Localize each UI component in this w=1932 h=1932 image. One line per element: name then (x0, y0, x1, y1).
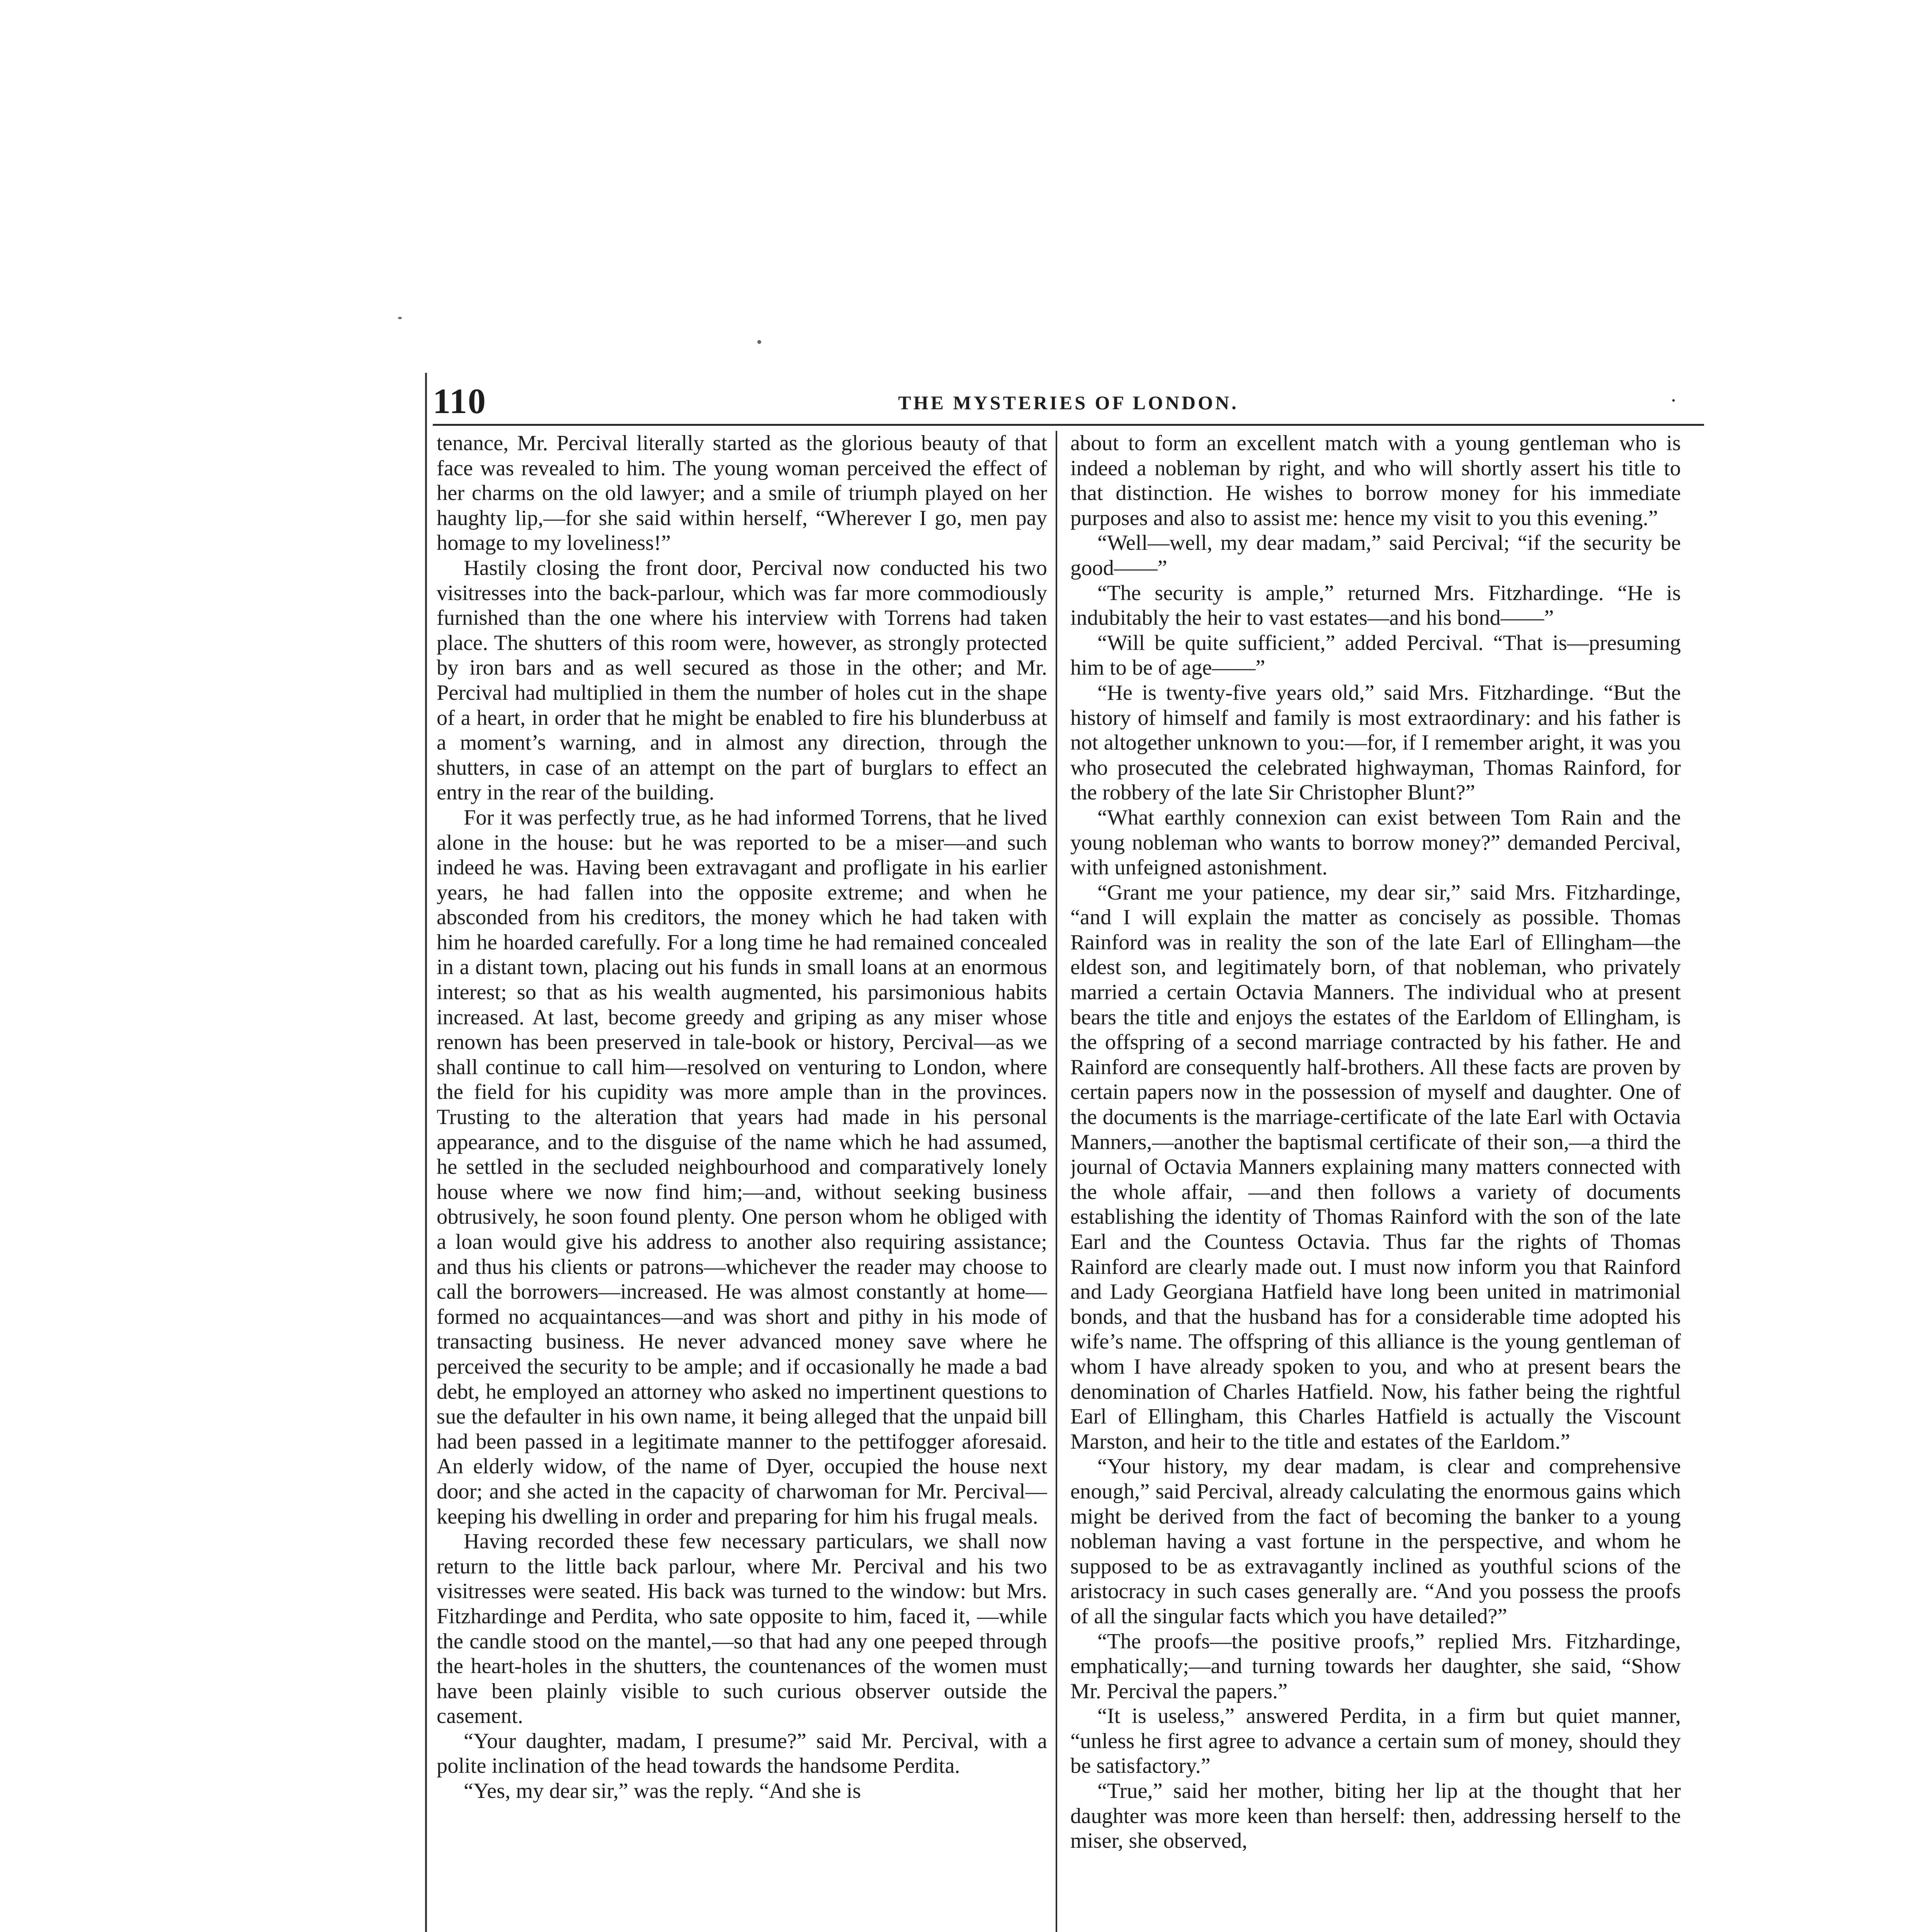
paragraph: “The proofs—the positive proofs,” replied Mrs. Fitzhardinge, emphatically;—and turning towards her daughter, she said, “Show Mr. Percival the papers.” (1070, 1629, 1681, 1703)
left-column (437, 431, 1047, 1932)
paragraph: “Your history, my dear madam, is clear and comprehensive enough,” said Percival, already calculating the enormous gains which might be derived from the fact of becoming the banker to a young nobleman having a vast fortune in the perspective, and whom he supposed to be as extravagantly inclined as youthful scions of the aristocracy in such cases generally are. “And you possess the proofs of all the singular facts which you have detailed?” (1070, 1454, 1681, 1628)
page-frame (433, 373, 1704, 1932)
running-title: THE MYSTERIES OF LONDON. (898, 392, 1239, 413)
paragraph: about to form an excellent match with a young gentleman who is indeed a nobleman by right, and who will shortly assert his title to that distinction. He wishes to borrow money for his immediate purposes and also to assist me: hence my visit to you this evening.” (1070, 431, 1681, 530)
paragraph: “It is useless,” answered Perdita, in a firm but quiet manner, “unless he first agree to advance a certain sum of money, should they be satisfactory.” (1070, 1704, 1681, 1778)
paragraph: “He is twenty-five years old,” said Mrs. Fitzhardinge. “But the history of himself and family is most extraordinary: and his father is not altogether unknown to you:—for, if I remember aright, it was you who prosecuted the celebrated highwayman, Thomas Rainford, for the robbery of the late Sir Christopher Blunt?” (1070, 680, 1681, 805)
paragraph: “Will be quite sufficient,” added Percival. “That is—presuming him to be of age——” (1070, 631, 1681, 680)
column-divider (1056, 431, 1057, 1932)
paragraph: “Your daughter, madam, I presume?” said Mr. Percival, with a polite inclination of the head towards the handsome Perdita. (437, 1729, 1047, 1778)
right-column (1070, 431, 1681, 1932)
paragraph: “Well—well, my dear madam,” said Percival; “if the security be good——” (1070, 531, 1681, 580)
paragraph: Having recorded these few necessary particulars, we shall now return to the little back parlour, where Mr. Percival and his two visitresses were seated. His back was turned to the window: but Mrs. Fitzhardinge and Perdita, who sate opposite to him, faced it, —while the candle stood on the mantel,—so that had any one peeped through the heart-holes in the shutters, the countenances of the women must have been plainly visible to such curious observer outside the casement. (437, 1529, 1047, 1728)
paragraph: Hastily closing the front door, Percival now conducted his two visitresses into the back-parlour, which was far more commodiously furnished than the one where his interview with Torrens had taken place. The shutters of this room were, however, as strongly protected by iron bars and as well secured as those in the other; and Mr. Percival had multiplied in them the number of holes cut in the shape of a heart, in order that he might be enabled to fire his blunderbuss at a moment’s warning, and in almost any direction, through the shutters, in case of an attempt on the part of burglars to effect an entry in the rear of the building. (437, 556, 1047, 805)
header-rule (433, 424, 1704, 426)
paragraph: “True,” said her mother, biting her lip at the thought that her daughter was more keen than herself: then, addressing herself to the miser, she observed, (1070, 1779, 1681, 1853)
paragraph: “What earthly connexion can exist between Tom Rain and the young nobleman who wants to borrow money?” demanded Percival, with unfeigned astonishment. (1070, 805, 1681, 880)
header-mark: · (1670, 389, 1677, 412)
page-number: 110 (433, 381, 486, 421)
left-border-rule (425, 373, 427, 1932)
paragraph: tenance, Mr. Percival literally started as the glorious beauty of that face was revealed to him. The young woman perceived the effect of her charms on the old lawyer; and a smile of triumph played on her haughty lip,—for she said within herself, “Wherever I go, men pay homage to my loveliness!” (437, 431, 1047, 555)
scan-speck (398, 317, 402, 319)
page-header (433, 381, 1704, 423)
paragraph: “Grant me your patience, my dear sir,” said Mrs. Fitzhardinge, “and I will explain the matter as concisely as possible. Thomas Rainford was in reality the son of the late Earl of Ellingham—the eldest son, and legitimately born, of that nobleman, who privately married a certain Octavia Manners. The individual who at present bears the title and enjoys the estates of the Earldom of Ellingham, is the offspring of a second marriage contracted by his father. He and Rainford are consequently half-brothers. All these facts are proven by certain papers now in the possession of myself and daughter. One of the documents is the marriage-certificate of the late Earl with Octavia Manners,—another the baptismal certificate of their son,—a third the journal of Octavia Manners explaining many matters connected with the whole affair, —and then follows a variety of documents establishing the identity of Thomas Rainford with the son of the late Earl and the Countess Octavia. Thus far the rights of Thomas Rainford are clearly made out. I must now inform you that Rainford and Lady Georgiana Hatfield have long been united in matrimonial bonds, and that the husband has for a considerable time adopted his wife’s name. The offspring of this alliance is the young gentleman of whom I have already spoken to you, and who at present bears the denomination of Charles Hatfield. Now, his father being the rightful Earl of Ellingham, this Charles Hatfield is actually the Viscount Marston, and heir to the title and estates of the Earldom.” (1070, 880, 1681, 1454)
paragraph: For it was perfectly true, as he had informed Torrens, that he lived alone in the house: but he was reported to be a miser—and such indeed he was. Having been extravagant and profligate in his earlier years, he had fallen into the opposite extreme; and when he absconded from his creditors, the money which he had taken with him he hoarded carefully. For a long time he had remained concealed in a distant town, placing out his funds in small loans at an enormous interest; so that as his wealth augmented, his parsimonious habits increased. At last, become greedy and griping as any miser whose renown has been preserved in tale-book or history, Percival—as we shall continue to call him—resolved on venturing to London, where the field for his cupidity was more ample than in the provinces. Trusting to the alteration that years had made in his personal appearance, and to the disguise of the name which he had assumed, he settled in the secluded neighbourhood and comparatively lonely house where we now find him;—and, without seeking business obtrusively, he soon found plenty. One person whom he obliged with a loan would give his address to another also requiring assistance; and thus his clients or patrons—whichever the reader may choose to call the borrowers—increased. He was almost constantly at home—formed no acquaintances—and was short and pithy in his mode of transacting business. He never advanced money save where he perceived the security to be ample; and if occasionally he made a bad debt, he employed an attorney who asked no impertinent questions to sue the defaulter in his own name, it being alleged that the unpaid bill had been passed in a legitimate manner to the pettifogger aforesaid. An elderly widow, of the name of Dyer, occupied the house next door; and she acted in the capacity of charwoman for Mr. Percival—keeping his dwelling in order and preparing for him his frugal meals. (437, 805, 1047, 1529)
scan-speck (757, 340, 761, 344)
paragraph: “The security is ample,” returned Mrs. Fitzhardinge. “He is indubitably the heir to vast estates—and his bond——” (1070, 581, 1681, 630)
text-columns (437, 431, 1698, 1932)
paragraph: “Yes, my dear sir,” was the reply. “And she is (464, 1779, 861, 1803)
